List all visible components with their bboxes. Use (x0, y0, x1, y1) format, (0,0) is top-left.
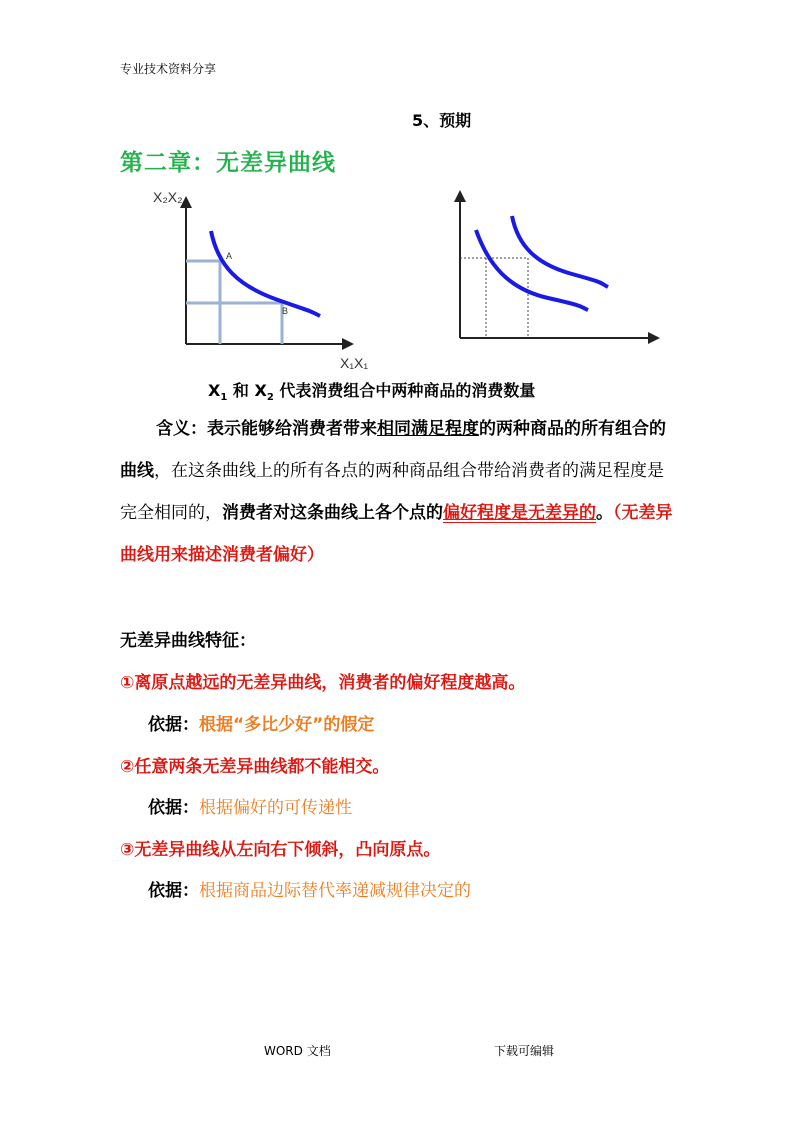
feature-3: ③无差异曲线从左向右下倾斜，凸向原点。 (120, 840, 441, 860)
definition-paragraph: 含义：表示能够给消费者带来相同满足程度的两种商品的所有组合的曲线，在这条曲线上的所有各点的两种商品组合带给消费者的满足程度是完全相同的，消费者对这条曲线上各个点的偏好程度是无差异的。（无差异曲线用来描述消费者偏好） (120, 419, 673, 565)
feature-2-basis: 依据：根据偏好的可传递性 (148, 798, 352, 818)
y-axis-label: X₂X₂ (153, 189, 183, 205)
definition-note: （无差异曲线用来描述消费者偏好） (120, 503, 673, 565)
x-axis-label: X₁X₁ (340, 355, 369, 371)
same-satisfaction-underline: 相同满足程度 (377, 419, 479, 439)
dotted-guides (460, 258, 528, 338)
definition-label: 含义 (156, 419, 190, 439)
x-axis-arrow (648, 332, 660, 344)
section-item: 5、预期 (412, 111, 472, 130)
indifference-curve-figure-right (448, 184, 668, 350)
feature-1-basis: 依据：根据“多比少好”的假定 (148, 715, 375, 735)
figure-caption: $X_1$ 和 $X_2$ 代表消费组合中两种商品的消费数量 (208, 381, 536, 404)
point-b-label: B (282, 306, 289, 316)
feature-1: ①离原点越远的无差异曲线，消费者的偏好程度越高。 (120, 673, 526, 693)
feature-2: ②任意两条无差异曲线都不能相交。 (120, 757, 390, 777)
indifference-curve-inner (476, 230, 588, 310)
point-a-label: A (226, 251, 233, 261)
y-axis-arrow (454, 190, 466, 202)
indifference-curve-figure-left (148, 186, 388, 376)
footer-right: 下载可编辑 (494, 1044, 555, 1058)
footer-left: WORD 文档 (264, 1044, 331, 1058)
feature-3-basis: 依据：根据商品边际替代率递减规律决定的 (148, 881, 471, 901)
indifference-curve-outer (512, 216, 608, 287)
x-axis-arrow (342, 338, 354, 350)
chapter-title: 第二章：无差异曲线 (120, 150, 336, 176)
header-note: 专业技术资料分享 (120, 62, 217, 76)
features-title: 无差异曲线特征： (120, 631, 256, 651)
preference-equal-emphasis: 偏好程度是无差异的 (443, 503, 596, 523)
